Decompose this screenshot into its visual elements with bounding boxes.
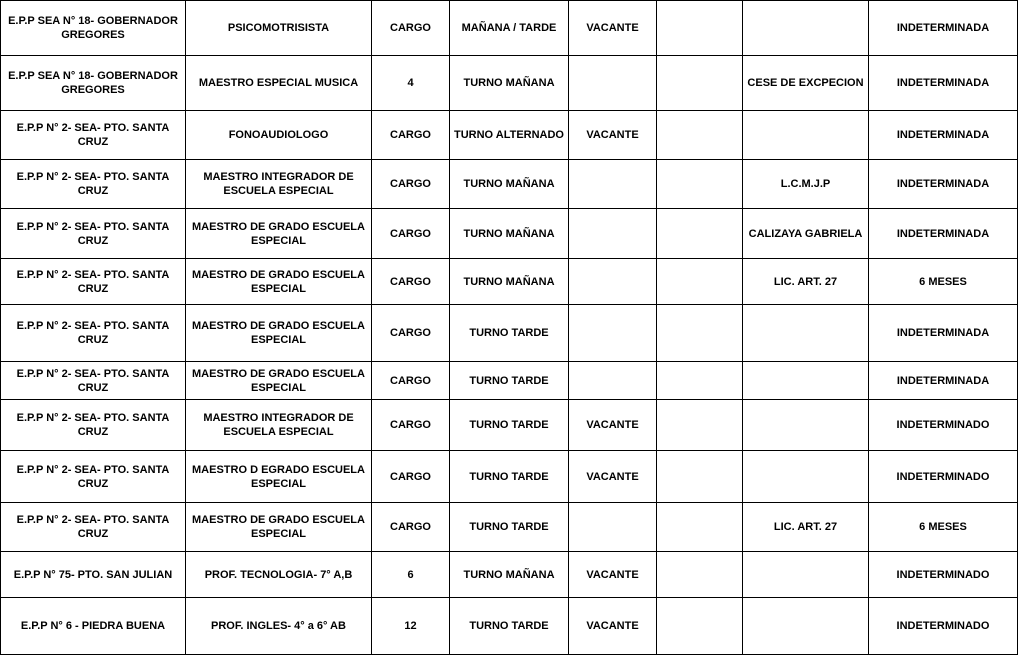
cell-position: PROF. TECNOLOGIA- 7° A,B <box>186 552 372 598</box>
cell-position: MAESTRO DE GRADO ESCUELA ESPECIAL <box>186 259 372 305</box>
cell-shift: TURNO TARDE <box>450 305 569 362</box>
cell-hours: 12 <box>372 598 450 655</box>
cell-school: E.P.P N° 2- SEA- PTO. SANTA CRUZ <box>1 160 186 209</box>
cell-school: E.P.P N° 2- SEA- PTO. SANTA CRUZ <box>1 362 186 400</box>
cell-hours: CARGO <box>372 209 450 259</box>
table-row <box>1 209 1018 259</box>
cell-blank <box>657 209 743 259</box>
table-row <box>1 598 1018 655</box>
cell-duration: INDETERMINADA <box>869 111 1018 160</box>
table-body <box>1 1 1018 655</box>
cell-position: PSICOMOTRISISTA <box>186 1 372 56</box>
table-row <box>1 259 1018 305</box>
cell-blank <box>657 111 743 160</box>
cell-blank <box>657 503 743 552</box>
cell-shift: TURNO MAÑANA <box>450 552 569 598</box>
cell-position: MAESTRO DE GRADO ESCUELA ESPECIAL <box>186 362 372 400</box>
cell-position: MAESTRO DE GRADO ESCUELA ESPECIAL <box>186 209 372 259</box>
cell-hours: CARGO <box>372 503 450 552</box>
cell-school: E.P.P N° 6 - PIEDRA BUENA <box>1 598 186 655</box>
cell-hours: CARGO <box>372 305 450 362</box>
cell-school: E.P.P N° 2- SEA- PTO. SANTA CRUZ <box>1 111 186 160</box>
table-row <box>1 362 1018 400</box>
cell-hours: CARGO <box>372 1 450 56</box>
cell-reason: LIC. ART. 27 <box>743 503 869 552</box>
cell-shift: TURNO TARDE <box>450 451 569 503</box>
table-row <box>1 160 1018 209</box>
cell-hours: 4 <box>372 56 450 111</box>
cell-position: MAESTRO DE GRADO ESCUELA ESPECIAL <box>186 503 372 552</box>
cell-shift: TURNO MAÑANA <box>450 209 569 259</box>
table-row <box>1 1 1018 56</box>
cell-blank <box>657 259 743 305</box>
cell-reason <box>743 451 869 503</box>
cell-blank <box>657 552 743 598</box>
cell-shift: TURNO MAÑANA <box>450 56 569 111</box>
cell-duration: INDETERMINADA <box>869 305 1018 362</box>
table-row <box>1 400 1018 451</box>
cell-shift: TURNO TARDE <box>450 362 569 400</box>
cell-blank <box>657 1 743 56</box>
cell-blank <box>657 305 743 362</box>
cell-reason: L.C.M.J.P <box>743 160 869 209</box>
cell-blank <box>657 598 743 655</box>
cell-vacancy <box>569 56 657 111</box>
cell-reason: CESE DE EXCPECION <box>743 56 869 111</box>
cell-hours: CARGO <box>372 259 450 305</box>
cell-position: MAESTRO DE GRADO ESCUELA ESPECIAL <box>186 305 372 362</box>
table-row <box>1 305 1018 362</box>
cell-duration: INDETERMINADA <box>869 1 1018 56</box>
cell-school: E.P.P N° 2- SEA- PTO. SANTA CRUZ <box>1 503 186 552</box>
cell-shift: TURNO TARDE <box>450 400 569 451</box>
cell-duration: INDETERMINADA <box>869 209 1018 259</box>
cell-position: MAESTRO INTEGRADOR DE ESCUELA ESPECIAL <box>186 400 372 451</box>
cell-hours: CARGO <box>372 111 450 160</box>
cell-school: E.P.P SEA N° 18- GOBERNADOR GREGORES <box>1 1 186 56</box>
cell-blank <box>657 451 743 503</box>
cell-reason <box>743 400 869 451</box>
cell-reason <box>743 1 869 56</box>
cell-duration: INDETERMINADA <box>869 362 1018 400</box>
cell-school: E.P.P N° 2- SEA- PTO. SANTA CRUZ <box>1 209 186 259</box>
cell-blank <box>657 400 743 451</box>
cell-shift: TURNO ALTERNADO <box>450 111 569 160</box>
cell-hours: CARGO <box>372 400 450 451</box>
cell-position: FONOAUDIOLOGO <box>186 111 372 160</box>
cell-school: E.P.P N° 2- SEA- PTO. SANTA CRUZ <box>1 400 186 451</box>
cell-reason <box>743 362 869 400</box>
cell-vacancy <box>569 305 657 362</box>
table-row <box>1 503 1018 552</box>
table-row <box>1 552 1018 598</box>
cell-school: E.P.P SEA N° 18- GOBERNADOR GREGORES <box>1 56 186 111</box>
cell-reason: CALIZAYA GABRIELA <box>743 209 869 259</box>
cell-hours: CARGO <box>372 160 450 209</box>
cell-shift: TURNO TARDE <box>450 503 569 552</box>
cell-blank <box>657 56 743 111</box>
cell-school: E.P.P N° 2- SEA- PTO. SANTA CRUZ <box>1 259 186 305</box>
cell-vacancy: VACANTE <box>569 598 657 655</box>
cell-vacancy: VACANTE <box>569 400 657 451</box>
cell-school: E.P.P N° 2- SEA- PTO. SANTA CRUZ <box>1 305 186 362</box>
cell-vacancy: VACANTE <box>569 552 657 598</box>
cell-reason <box>743 552 869 598</box>
cell-vacancy <box>569 362 657 400</box>
cell-vacancy <box>569 259 657 305</box>
cell-reason <box>743 305 869 362</box>
cell-hours: CARGO <box>372 362 450 400</box>
cell-duration: 6 MESES <box>869 259 1018 305</box>
cell-vacancy: VACANTE <box>569 1 657 56</box>
cell-duration: INDETERMINADA <box>869 56 1018 111</box>
cell-duration: 6 MESES <box>869 503 1018 552</box>
cell-vacancy: VACANTE <box>569 451 657 503</box>
cell-vacancy <box>569 160 657 209</box>
cell-duration: INDETERMINADA <box>869 160 1018 209</box>
cell-position: MAESTRO ESPECIAL MUSICA <box>186 56 372 111</box>
table-row <box>1 451 1018 503</box>
cell-position: PROF. INGLES- 4° a 6° AB <box>186 598 372 655</box>
cell-school: E.P.P N° 75- PTO. SAN JULIAN <box>1 552 186 598</box>
cell-position: MAESTRO D EGRADO ESCUELA ESPECIAL <box>186 451 372 503</box>
cell-position: MAESTRO INTEGRADOR DE ESCUELA ESPECIAL <box>186 160 372 209</box>
table-row <box>1 56 1018 111</box>
cell-reason <box>743 598 869 655</box>
cell-duration: INDETERMINADO <box>869 598 1018 655</box>
table-row <box>1 111 1018 160</box>
cell-school: E.P.P N° 2- SEA- PTO. SANTA CRUZ <box>1 451 186 503</box>
cell-hours: 6 <box>372 552 450 598</box>
cell-vacancy <box>569 503 657 552</box>
cell-vacancy: VACANTE <box>569 111 657 160</box>
cell-duration: INDETERMINADO <box>869 451 1018 503</box>
cell-reason: LIC. ART. 27 <box>743 259 869 305</box>
cell-blank <box>657 362 743 400</box>
cell-shift: TURNO TARDE <box>450 598 569 655</box>
cell-hours: CARGO <box>372 451 450 503</box>
cell-shift: MAÑANA / TARDE <box>450 1 569 56</box>
cell-blank <box>657 160 743 209</box>
cell-shift: TURNO MAÑANA <box>450 259 569 305</box>
cell-reason <box>743 111 869 160</box>
cell-duration: INDETERMINADO <box>869 400 1018 451</box>
cell-shift: TURNO MAÑANA <box>450 160 569 209</box>
cell-duration: INDETERMINADO <box>869 552 1018 598</box>
cell-vacancy <box>569 209 657 259</box>
